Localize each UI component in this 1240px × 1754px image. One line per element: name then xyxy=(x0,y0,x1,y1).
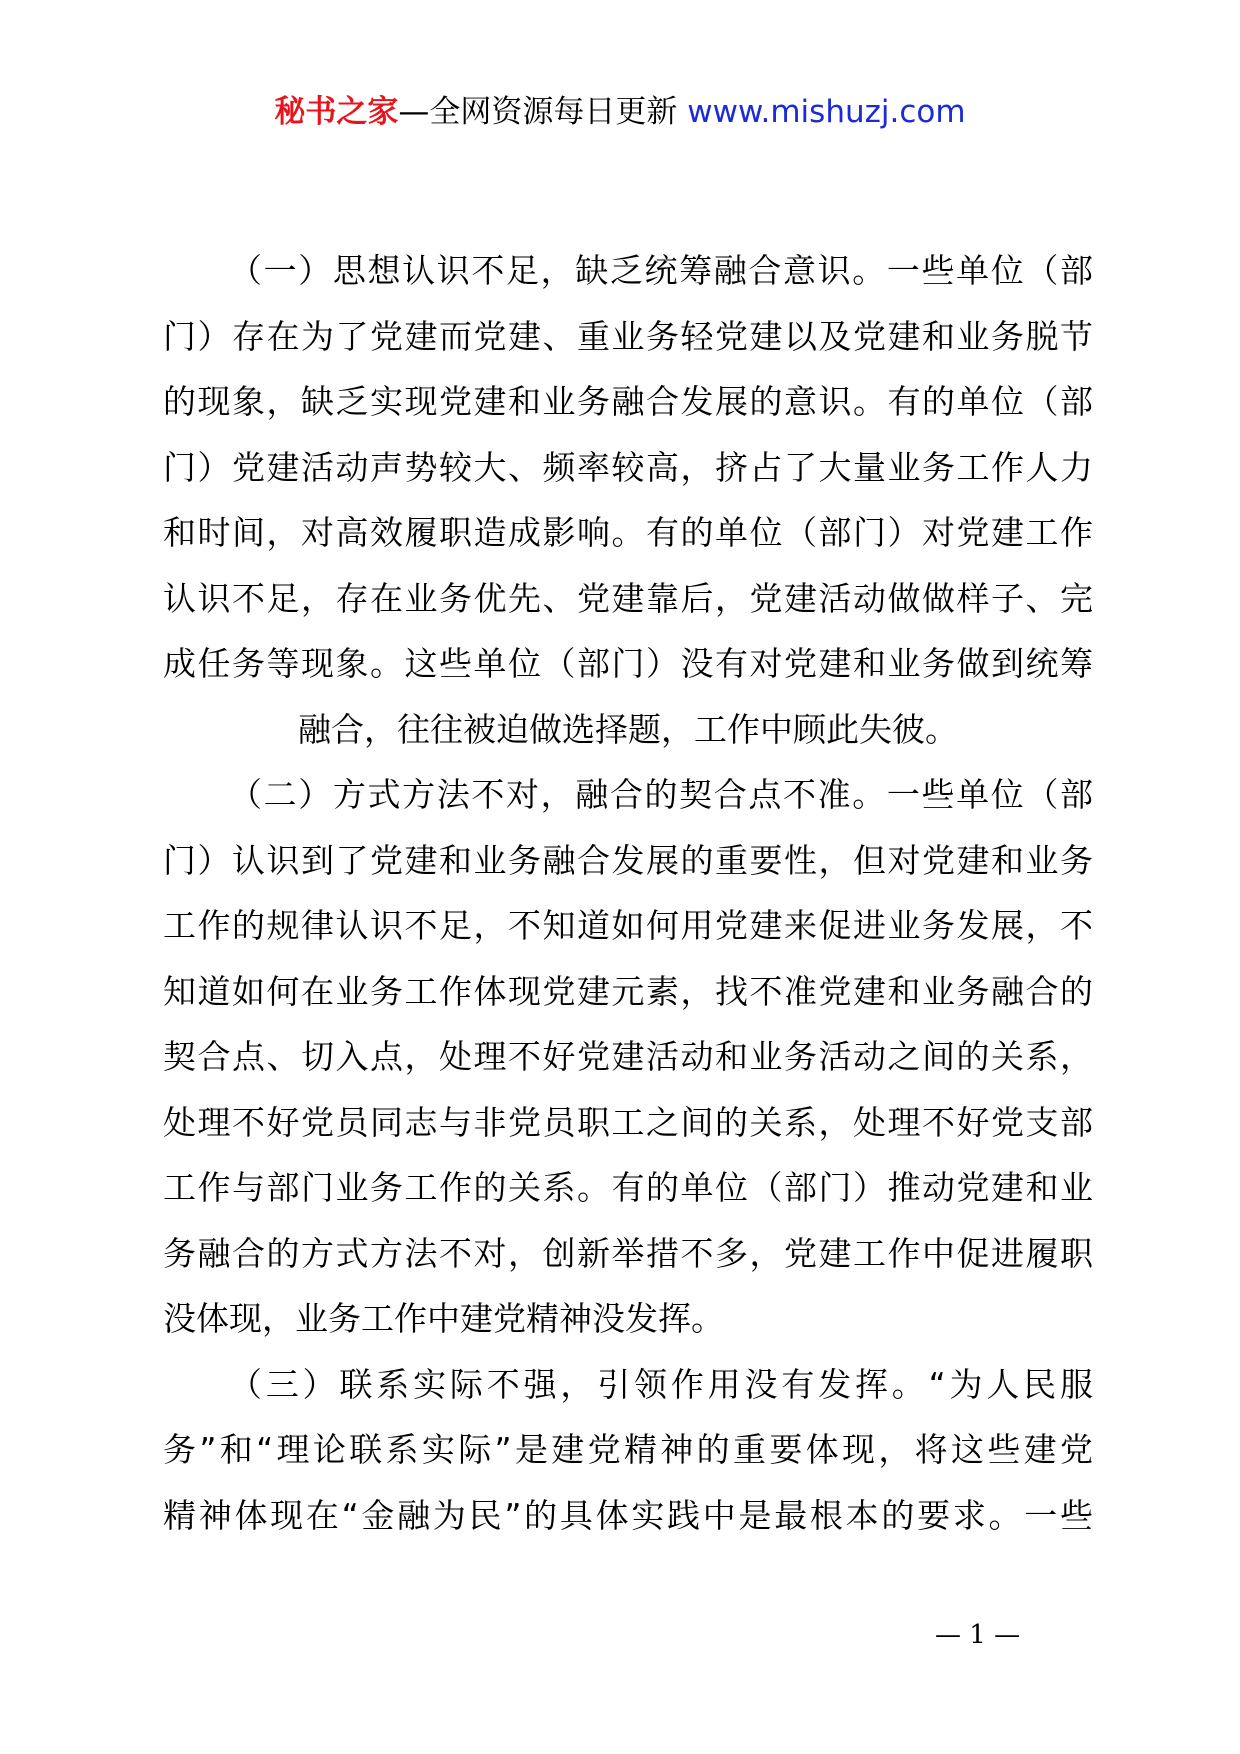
text-line: （三）联系实际不强，引领作用没有发挥。“为人民服 xyxy=(229,1364,1093,1404)
text-line: 工作与部门业务工作的关系。有的单位（部门）推动党建和业 xyxy=(163,1168,1093,1207)
paragraph-1 xyxy=(163,238,1093,762)
text-line: 知道如何在业务工作体现党建元素，找不准党建和业务融合的 xyxy=(163,971,1093,1011)
text-line: 契合点、切入点，处理不好党建活动和业务活动之间的关系， xyxy=(163,1037,1093,1076)
text-line: 务融合的方式方法不对，创新举措不多，党建工作中促进履职 xyxy=(163,1233,1093,1273)
site-tagline: —全网资源每日更新 xyxy=(398,94,678,130)
text-line: 务”和“理论联系实际”是建党精神的重要体现，将这些建党 xyxy=(163,1430,1093,1469)
text-line: 认识不足，存在业务优先、党建靠后，党建活动做做样子、完 xyxy=(163,578,1093,618)
text-line: （一）思想认识不足，缺乏统筹融合意识。一些单位（部 xyxy=(229,251,1093,290)
site-url: www.mishuzj.com xyxy=(687,94,966,130)
site-brand: 秘书之家 xyxy=(274,94,399,130)
paragraph-3 xyxy=(163,1352,1093,1549)
document-body xyxy=(163,238,1093,1548)
text-line: （二）方式方法不对，融合的契合点不准。一些单位（部 xyxy=(229,775,1093,814)
text-line: 的现象，缺乏实现党建和业务融合发展的意识。有的单位（部 xyxy=(163,382,1093,421)
text-line: 处理不好党员同志与非党员职工之间的关系，处理不好党支部 xyxy=(163,1102,1093,1142)
text-line: 门）认识到了党建和业务融合发展的重要性，但对党建和业务 xyxy=(163,840,1093,880)
watermark-header xyxy=(0,88,1240,136)
text-line: 成任务等现象。这些单位（部门）没有对党建和业务做到统筹 xyxy=(163,644,1093,683)
text-line: 融合，往往被迫做选择题，工作中顾此失彼。 xyxy=(298,709,958,749)
text-line: 门）存在为了党建而党建、重业务轻党建以及党建和业务脱节 xyxy=(163,316,1093,356)
paragraph-2 xyxy=(163,762,1093,1352)
text-line: 没体现，业务工作中建党精神没发挥。 xyxy=(163,1299,724,1338)
text-line: 工作的规律认识不足，不知道如何用党建来促进业务发展，不 xyxy=(163,906,1093,945)
text-line: 门）党建活动声势较大、频率较高，挤占了大量业务工作人力 xyxy=(163,447,1093,487)
text-line: 精神体现在“金融为民”的具体实践中是最根本的要求。一些 xyxy=(163,1495,1093,1535)
page-number: — 1 — xyxy=(935,1620,1021,1650)
text-line: 和时间，对高效履职造成影响。有的单位（部门）对党建工作 xyxy=(163,513,1093,552)
